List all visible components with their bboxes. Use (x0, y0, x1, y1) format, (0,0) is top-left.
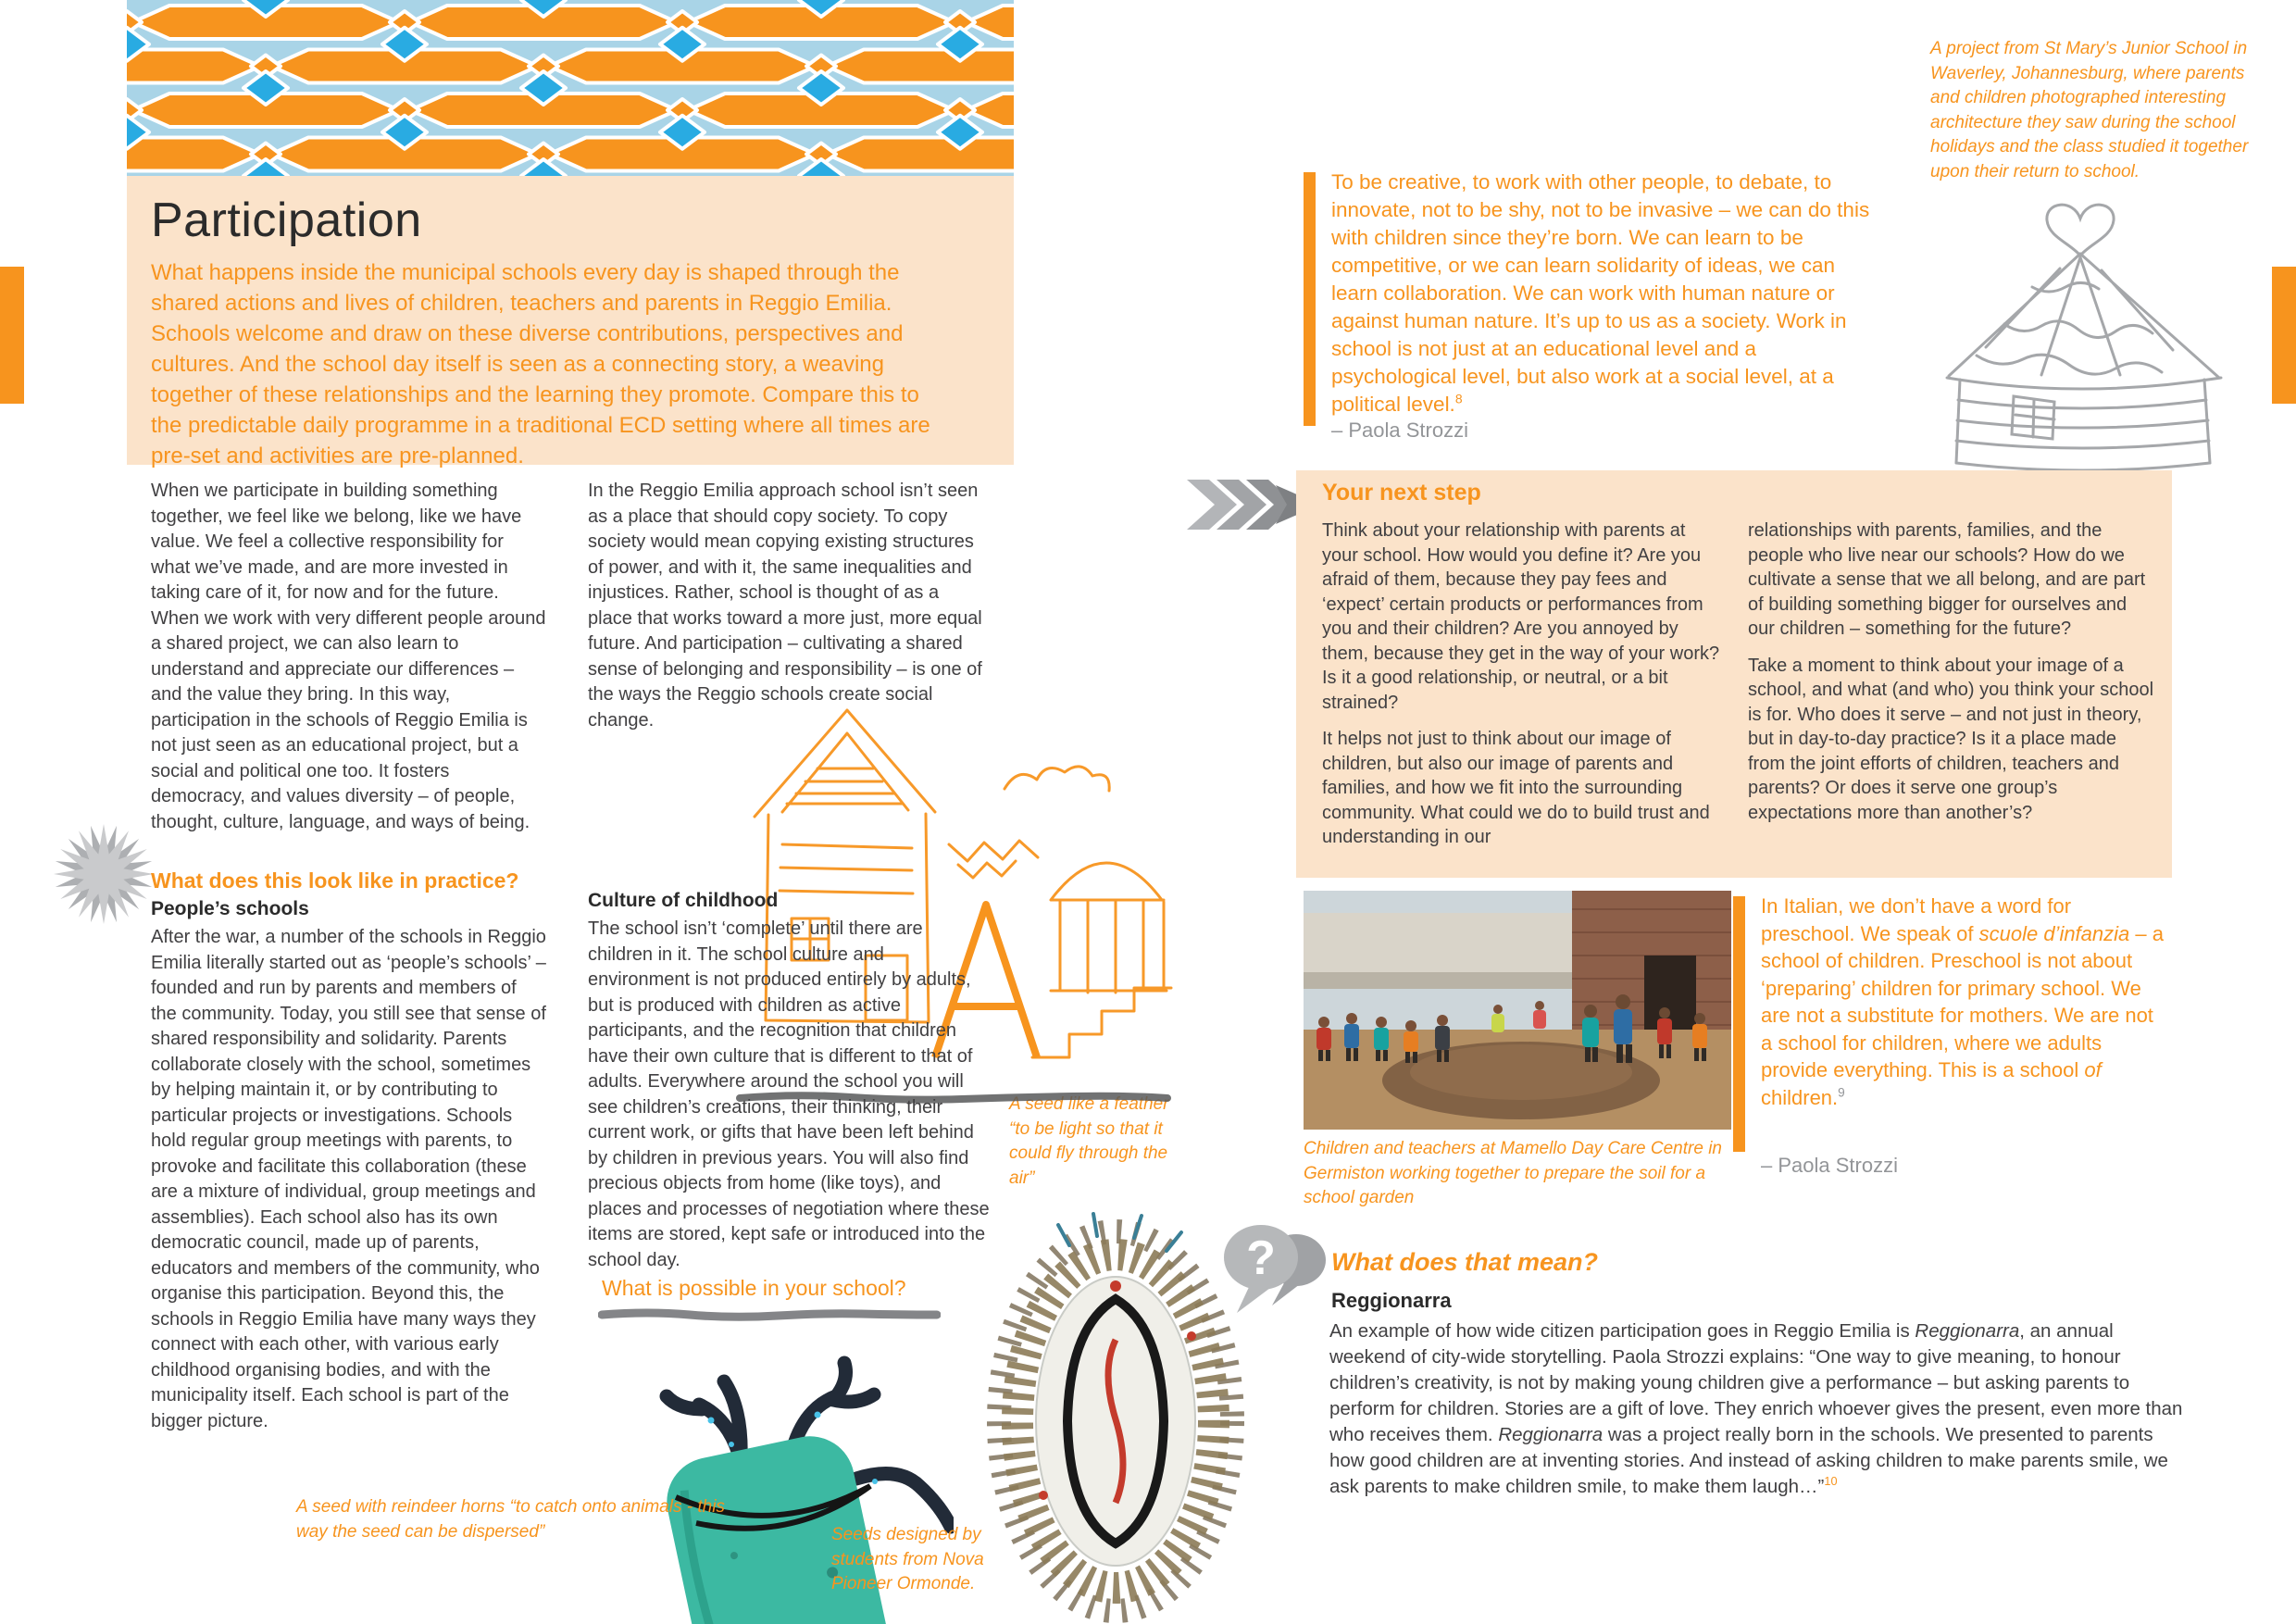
peoples-schools-paragraph: After the war, a number of the schools in Reggio Emilia literally started out as ‘people’s schools’ – founded and run by parents and members of the community. Today, you still see that sense of shared responsibility and solidarity. Parents collaborate closely with the school, sometimes by helping maintain it, or by contributing to particular projects or investigations. Schools hold regular group meetings with parents, to provoke and facilitate this collaboration (these are a mixture of individual, group meetings and assemblies). Each school also has its own democratic council, made up of parents, educators and members of the community, who organise this participation. Beyond this, the schools in Reggio Emilia have many ways they connect with each other, with various early childhood organising bodies, and with the municipality itself. Each school is part of the bigger picture. (151, 927, 546, 1431)
quote-bar (1304, 172, 1316, 426)
body-column-2: In the Reggio Emilia approach school isn’t seen as a place that should copy society. To copy society would mean copying existing structures of power, and with it, the same inequalities and injustices. Rather, school is thought of as a place that works toward a more just, more equal future. And participation – cultivating a shared sense of belonging and responsibility – is one of the ways the Reggio schools create social change. (588, 481, 982, 731)
page-title: Participation (151, 194, 422, 247)
weave-pattern-banner (127, 0, 1014, 176)
photo-children-garden (1304, 891, 1731, 1130)
next-step-paragraph: relationships with parents, families, and the people who live near our schools? How do we cultivate a sense that we all belong, and are part of building something bigger for ourselves and our children – something for the future? (1748, 520, 2146, 639)
practice-heading: What does this look like in practice? (151, 868, 519, 893)
next-step-paragraph: Take a moment to think about your image of a school, and what (and who) you think your school is for. Who does it serve – and not just in theory, but in day-to-day practice? Is it a place made from the joint efforts of children, teachers and parents? Or does it serve one group’s expectations more than another’s? (1748, 655, 2154, 823)
next-step-column-2 (1748, 518, 2157, 837)
hut-drawing (1875, 157, 2287, 486)
caption-reindeer-seed: A seed with reindeer horns “to catch onto animals - this way the seed can be dispersed” (296, 1497, 725, 1542)
page-edge-tab-left (0, 267, 24, 404)
culture-heading: Culture of childhood (588, 890, 779, 911)
quote-preschool: In Italian, we don’t have a word for preschool. We speak of scuole d’infanzia – a school of children. Preschool is not about ‘preparing’ children for primary school. We are not a substitute for mothers. We are not a school for children, where we adults provide everything. This is a school of children.$^9$ (1761, 894, 2164, 1109)
reggionarra-heading: Reggionarra (1331, 1289, 1452, 1312)
next-step-paragraph: Think about your relationship with parents at your school. How would you define it? Are you afraid of them, because they pay fees and ‘expect’ certain products or performances from you and their children? Are you annoyed by them, because they get in the way of your work? Is it a good relationship, or neutral, or a bit strained? (1322, 520, 1720, 713)
caption-feather-seed: A seed like a feather “to be light so that it could fly through the air” (1009, 1094, 1169, 1188)
next-step-column-1 (1322, 518, 1726, 862)
intro-paragraph: What happens inside the municipal schools every day is shaped through the shared actions and lives of children, teachers and parents in Reggio Emilia. Schools welcome and draw on these diverse contributions, perspectives and cultures. And the school day itself is seen as a connecting story, a weaving together of these relationships and the learning they promote. Compare this to the predictable daily programme in a traditional ECD setting where all times are pre-set and activities are pre-planned. (151, 260, 930, 468)
possible-question: What is possible in your school? (602, 1276, 906, 1300)
next-step-paragraph: It helps not just to think about our image of children, but also our image of parents and families, and how we fit into the surrounding community. What could we do to build trust and understanding in our (1322, 729, 1710, 847)
speech-bubbles-question-icon (1218, 1218, 1334, 1325)
title-block (127, 176, 1014, 468)
svg-text:?: ? (1246, 1231, 1276, 1285)
body-column-1: When we participate in building something together, we feel like we belong, like we have value. We feel a collective responsibility for what we’ve made, and are more invested in taking care of it, for now and for the future. When we work with very different people around a shared project, we can also learn to understand and appreciate our differences – and the value they bring. In this way, participation in the schools of Reggio Emilia is not just seen as an educational project, but a social and political one too. It fosters democracy, and values diversity – of people, thought, culture, language, and ways of being. (151, 481, 546, 832)
next-step-heading: Your next step (1322, 480, 1481, 506)
peoples-schools-heading: People’s schools (151, 898, 309, 919)
caption-st-marys: A project from St Mary’s Junior School in Waverley, Johannesburg, where parents and children photographed interesting architecture they saw during the school holidays and the class studied it together upon their return to school. (1930, 39, 2249, 181)
reggionarra-paragraph: An example of how wide citizen participation goes in Reggio Emilia is Reggionarra, an annual weekend of city-wide storytelling. Paola Strozzi explains: “One way to give meaning, to honour children’s creativity, is not by making young children give a performance – but asking parents to perform for children. Stories are a gift of love. They enrich whoever gives the present, even more than who receives them. Reggionarra was a project really born in the schools. We presented to parents how good children are at inventing stories. And instead of asking children to make parents smile, we ask parents to make children smile, to make them laugh…”$^{10}$ (1329, 1320, 2183, 1497)
culture-paragraph: The school isn’t ‘complete’ until there are children in it. The school culture and environment is not produced entirely by adults, but is produced with children as active participants, and the recognition that children have their own culture that is different to that of adults. Everywhere around the school you will see children’s creations, their thinking, their current work, or gifts that have been left behind by children in previous years. You will also find precious objects from home (like toys), and places and processes of negotiation where these items are stored, kept safe or introduced into the school day. (588, 918, 990, 1270)
rough-underline (598, 1307, 941, 1322)
meaning-heading: What does that mean? (1331, 1248, 1599, 1276)
quote-creative: To be creative, to work with other people, to debate, to innovate, not to be shy, not to be invasive – we can do this with children since they’re born. We can learn to be competitive, or we can learn solidarity of ideas, we can learn collaboration. We can work with human nature or against human nature. It’s up to us as a society. Work in school is not just at an educational level and a psychological level, but also work at a social level, at a political level.$^8$ (1331, 170, 1870, 416)
caption-mamello-photo: Children and teachers at Mamello Day Care Centre in Germiston working together to prepare the soil for a school garden (1304, 1139, 1722, 1207)
quote-attribution: – Paola Strozzi (1761, 1154, 1898, 1177)
star-icon (54, 824, 154, 924)
caption-seeds-credit: Seeds designed by students from Nova Pioneer Ormonde. (831, 1525, 984, 1593)
quote-bar (1733, 896, 1745, 1152)
quote-attribution: – Paola Strozzi (1331, 418, 1468, 442)
